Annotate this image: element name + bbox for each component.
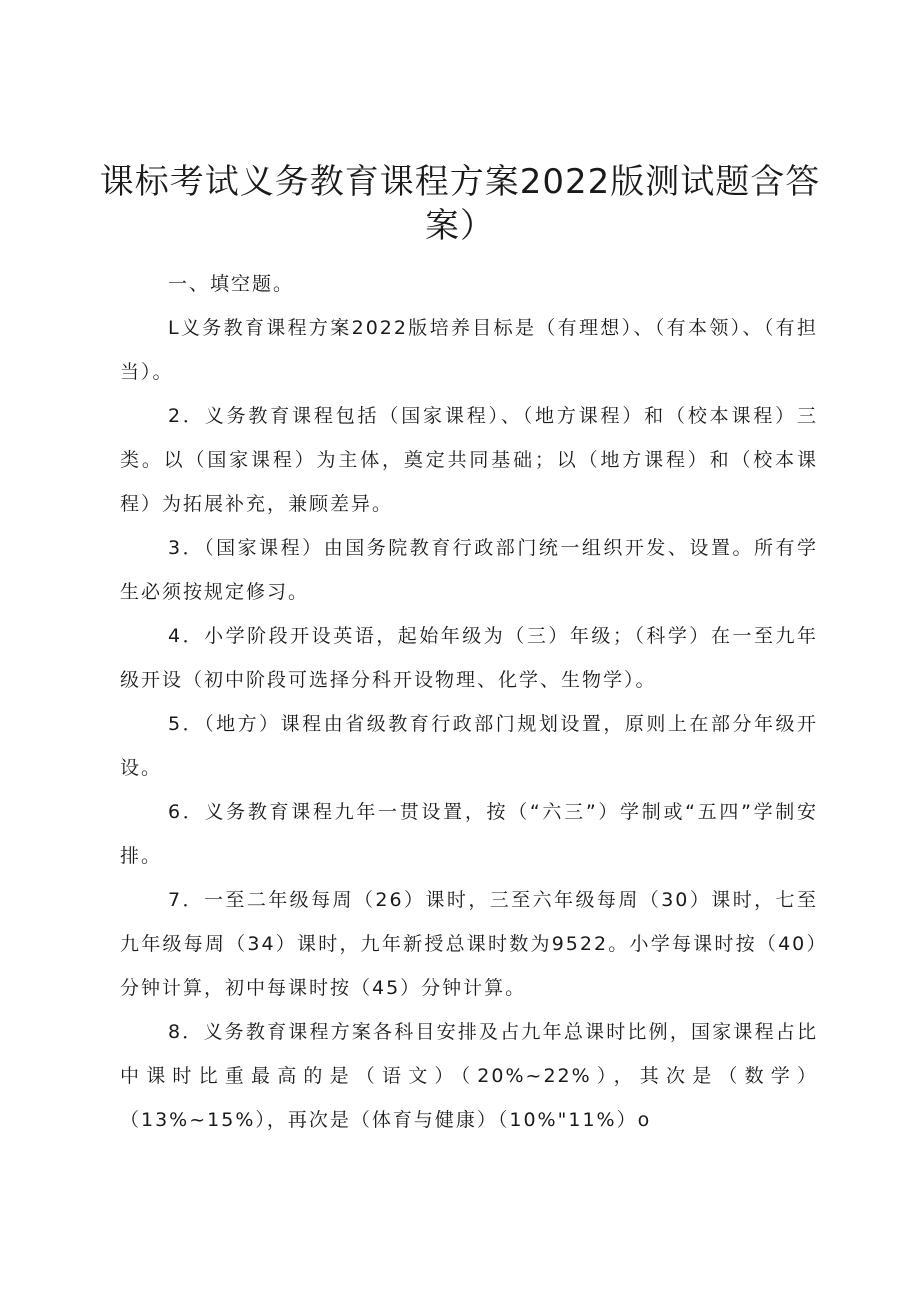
question-item-8: 8．义务教育课程方案各科目安排及占九年总课时比例，国家课程占比中课时比重最高的是（语文）（20%~22%），其次是（数学）（13%~15%），再次是（体育与健康）（10%"11%）o bbox=[120, 1021, 818, 1131]
question-item-5: 5．（地方）课程由省级教育行政部门规划设置，原则上在部分年级开设。 bbox=[120, 713, 818, 779]
document-title: 课标考试义务教育课程方案2022版测试题含答案） bbox=[99, 162, 821, 246]
question-item-6: 6．义务教育课程九年一贯设置，按（“六三”）学制或“五四”学制安排。 bbox=[120, 801, 818, 867]
document-body bbox=[120, 262, 818, 1142]
section-heading: 一、填空题。 bbox=[168, 273, 295, 295]
question-item-3: 3．（国家课程）由国务院教育行政部门统一组织开发、设置。所有学生必须按规定修习。 bbox=[120, 537, 818, 603]
question-item-7: 7．一至二年级每周（26）课时，三至六年级每周（30）课时，七至九年级每周（34）课时，九年新授总课时数为9522。小学每课时按（40）分钟计算，初中每课时按（45）分钟计算。 bbox=[120, 889, 818, 999]
question-item-2: 2．义务教育课程包括（国家课程）、（地方课程）和（校本课程）三类。以（国家课程）为主体，奠定共同基础；以（地方课程）和（校本课程）为拓展补充，兼顾差异。 bbox=[120, 405, 818, 515]
question-item-1: L义务教育课程方案2022版培养目标是（有理想）、（有本领）、（有担当）。 bbox=[120, 317, 818, 383]
question-item-4: 4．小学阶段开设英语，起始年级为（三）年级；（科学）在一至九年级开设（初中阶段可选择分科开设物理、化学、生物学）。 bbox=[120, 625, 818, 691]
